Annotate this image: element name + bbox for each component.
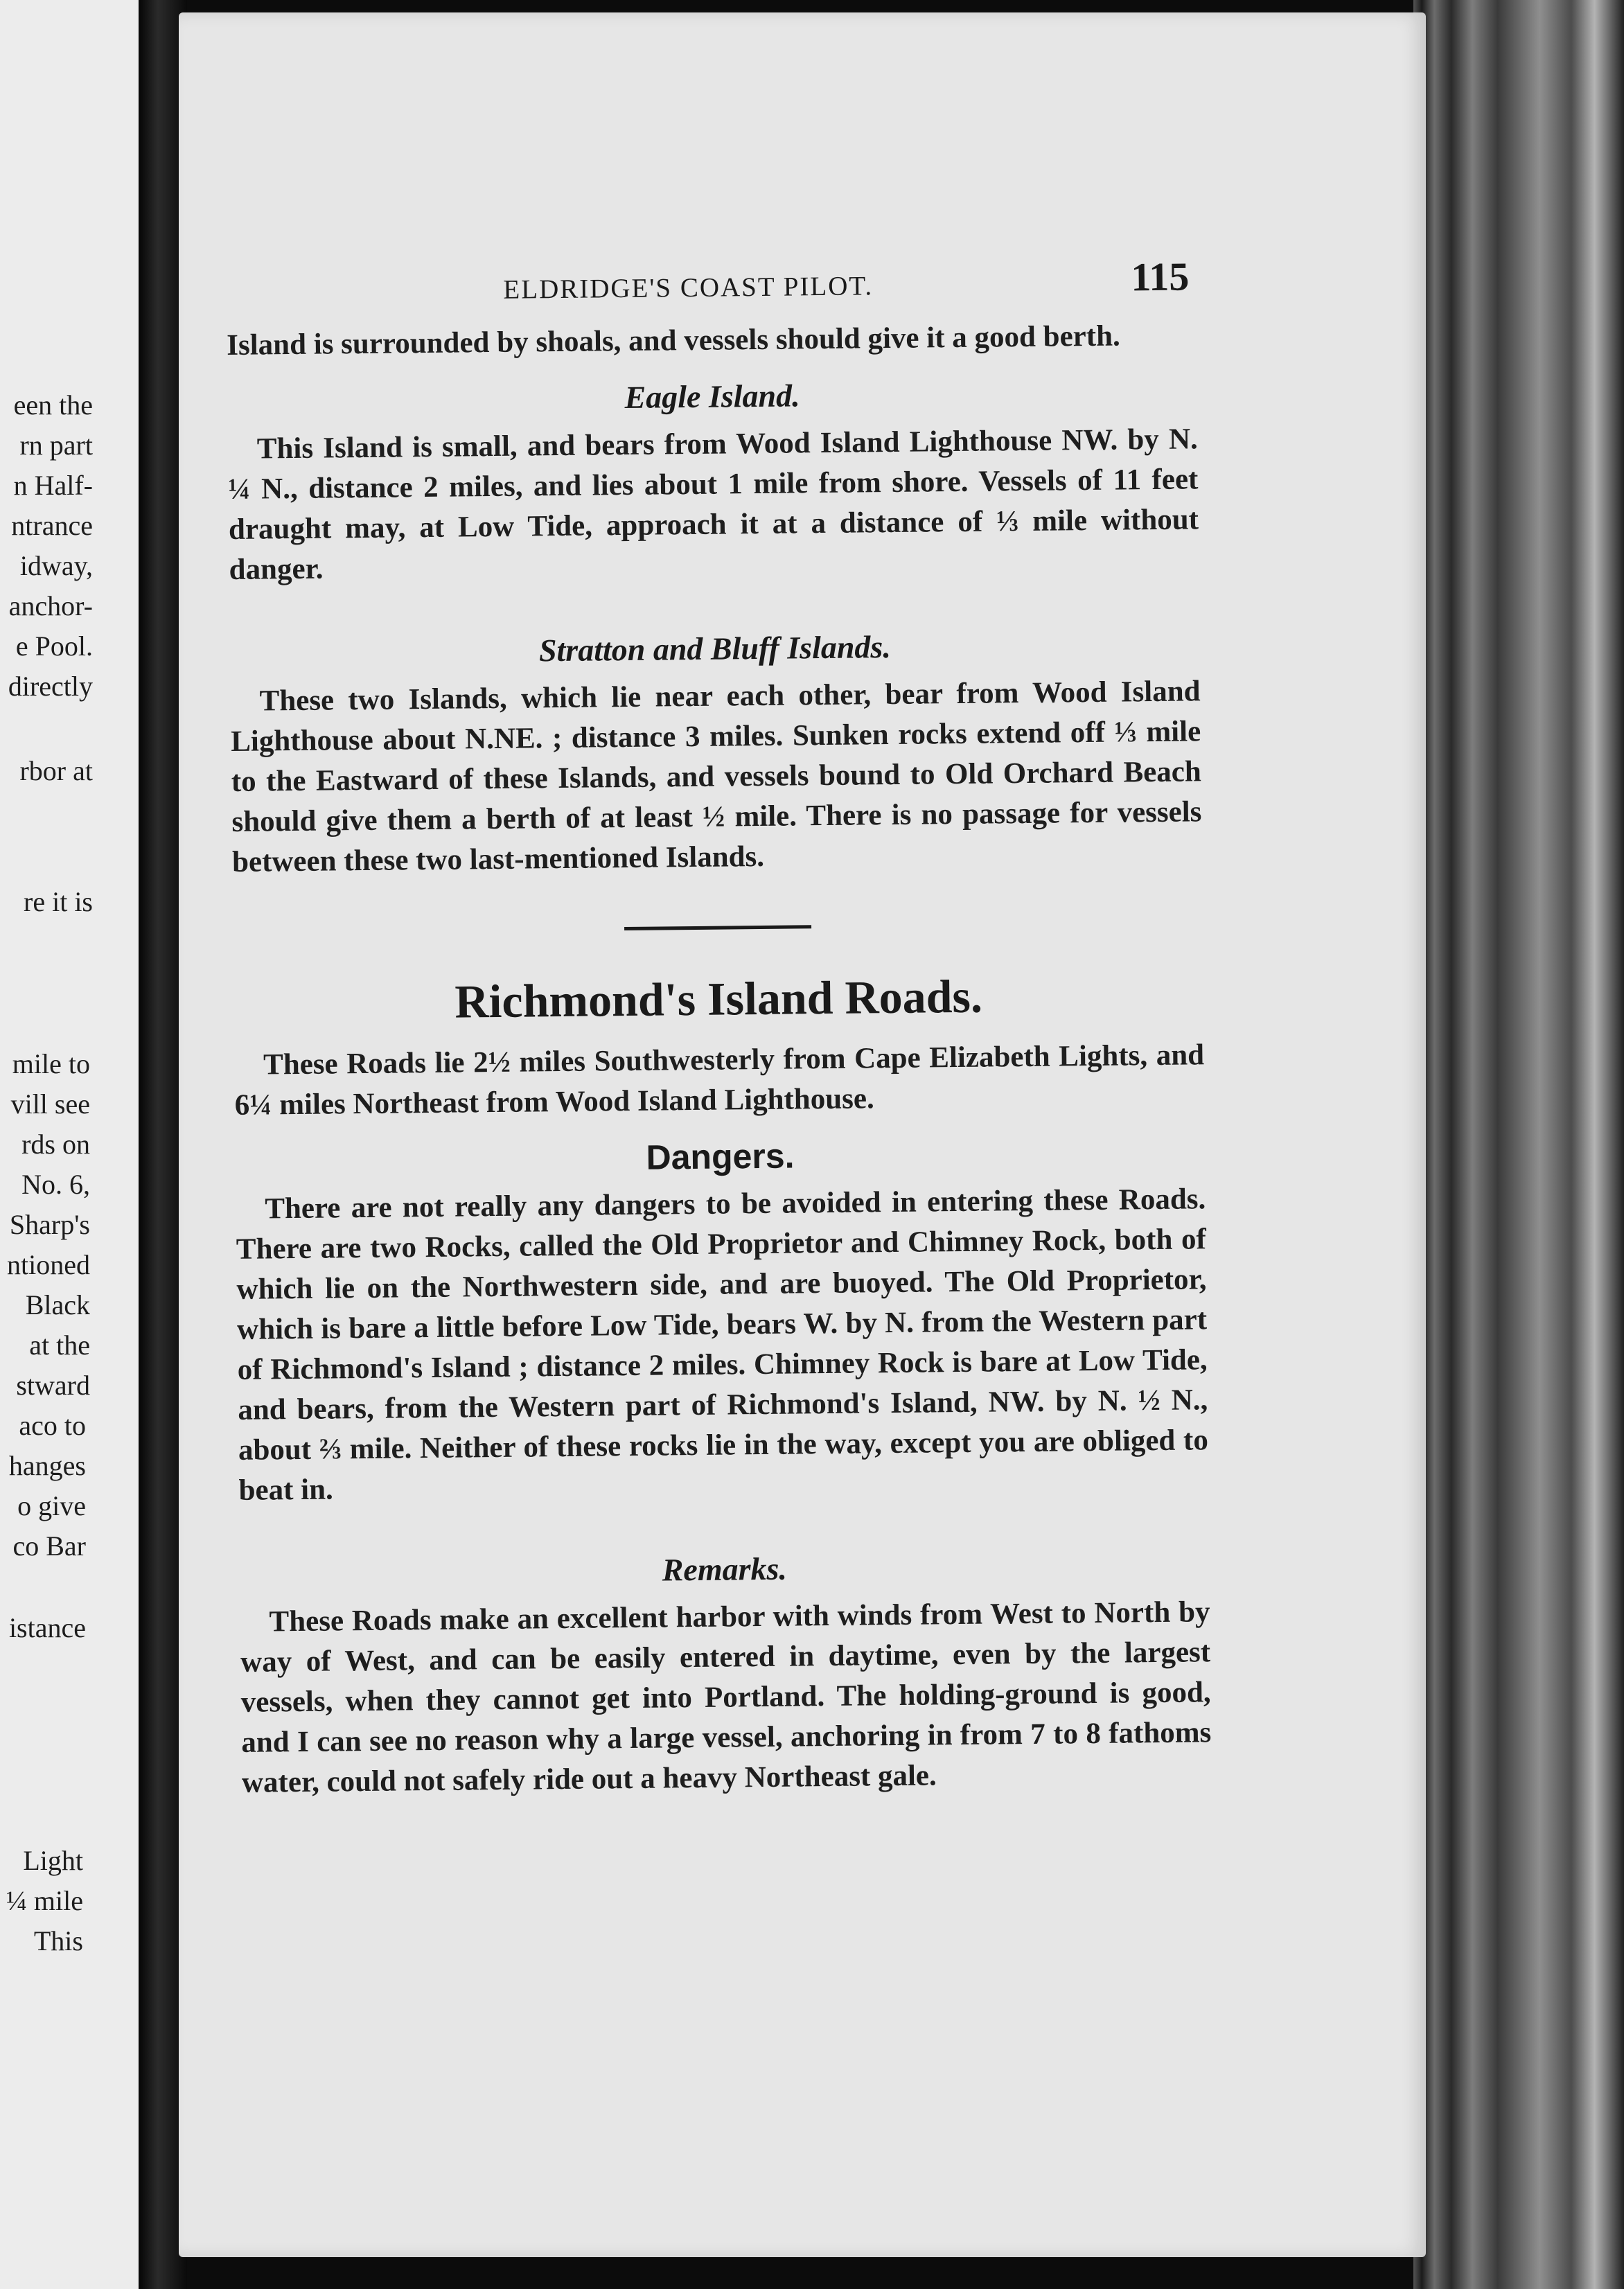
prev-line: istance [8, 1612, 86, 1643]
prev-line: o give [17, 1490, 86, 1521]
prev-line: directly [8, 671, 93, 702]
prev-line: vill see [10, 1088, 90, 1120]
prev-line: This [33, 1925, 83, 1956]
prev-line: hanges [8, 1450, 86, 1481]
section-heading-eagle-island: Eagle Island. [624, 378, 800, 415]
prev-line: at the [29, 1329, 90, 1361]
prev-line: e Pool. [15, 630, 93, 662]
subsection-heading-dangers: Dangers. [646, 1136, 795, 1177]
prev-line: Light [23, 1845, 83, 1876]
prev-line: aco to [19, 1410, 86, 1441]
prev-line: ntrance [11, 510, 93, 541]
running-head [226, 253, 1197, 326]
prev-line: co Bar [12, 1530, 86, 1562]
page-edges [1413, 0, 1624, 2289]
prev-line: mile to [12, 1048, 90, 1079]
main-section-intro: These Roads lie 2½ miles Southwesterly from Cape Elizabeth Lights, and 6¼ miles Northeast from Wood Island Lighthouse. [234, 1039, 1205, 1122]
section-divider [624, 925, 811, 930]
prev-line: Black [25, 1289, 90, 1320]
prev-line: ¼ mile [6, 1885, 83, 1916]
prev-line: rn part [19, 430, 93, 461]
continuation-paragraph: Island is surrounded by shoals, and vessels should give it a good berth. [226, 319, 1120, 362]
section-paragraph-eagle-island: This Island is small, and bears from Wood Island Lighthouse NW. by N. ¼ N., distance 2 miles, and lies about 1 mile from shore. Vessels of 11 feet draught may, at Low Tide, approach it at a distance of ⅓ mile without danger. [228, 423, 1199, 586]
previous-page-strip [0, 0, 141, 2289]
prev-line: No. 6, [21, 1169, 90, 1200]
prev-line: anchor- [8, 590, 93, 621]
prev-line: n Half- [13, 470, 93, 501]
subsection-paragraph-remarks: These Roads make an excellent harbor with winds from West to North by way of West, and can be easily entered in daytime, even by the largest vessels, when they cannot get into Portland. The holding-ground is good, and I can see no reason why a large vessel, anchoring in from 7 to 8 fathoms water, could not safely ride out a heavy Northeast gale. [240, 1596, 1212, 1799]
prev-line: idway, [19, 550, 93, 581]
prev-line: rbor at [19, 755, 93, 786]
page-content [226, 253, 1212, 1803]
prev-line: stward [16, 1370, 90, 1401]
running-head-title: ELDRIDGE'S COAST PILOT. [503, 271, 874, 305]
prev-line: ntioned [7, 1249, 90, 1280]
section-heading-stratton-bluff: Stratton and Bluff Islands. [538, 628, 892, 669]
prev-line: re it is [24, 886, 93, 917]
page-number: 115 [1131, 254, 1190, 300]
previous-page-text [0, 0, 139, 2289]
section-paragraph-stratton-bluff: These two Islands, which lie near each other, bear from Wood Island Lighthouse about N.NE. ; distance 3 miles. Sunken rocks extend off ⅓ mile to the Eastward of these Islands, and vessels bound to Old Orchard Beach should give them a berth of at least ½ mile. There is no passage for vessels between these two last-mentioned Islands. [230, 675, 1202, 878]
prev-line: Sharp's [9, 1209, 90, 1240]
prev-line: rds on [21, 1129, 90, 1160]
main-section-title: Richmond's Island Roads. [454, 969, 983, 1028]
subsection-paragraph-dangers: There are not really any dangers to be avoided in entering these Roads. There are two Rocks, called the Old Proprietor and Chimney Rock, both of which lie on the Northwestern side, and are buoyed. The Old Proprietor, which is bare a little before Low Tide, bears W. by N. from the Western part of Richmond's Island ; distance 2 miles. Chimney Rock is bare at Low Tide, and bears, from the Western part of Richmond's Island, NW. by N. ½ N., about ⅔ mile. Neither of these rocks lie in the way, except you are obliged to beat in. [236, 1183, 1209, 1507]
subsection-heading-remarks: Remarks. [662, 1550, 788, 1588]
prev-line: een the [13, 389, 93, 421]
